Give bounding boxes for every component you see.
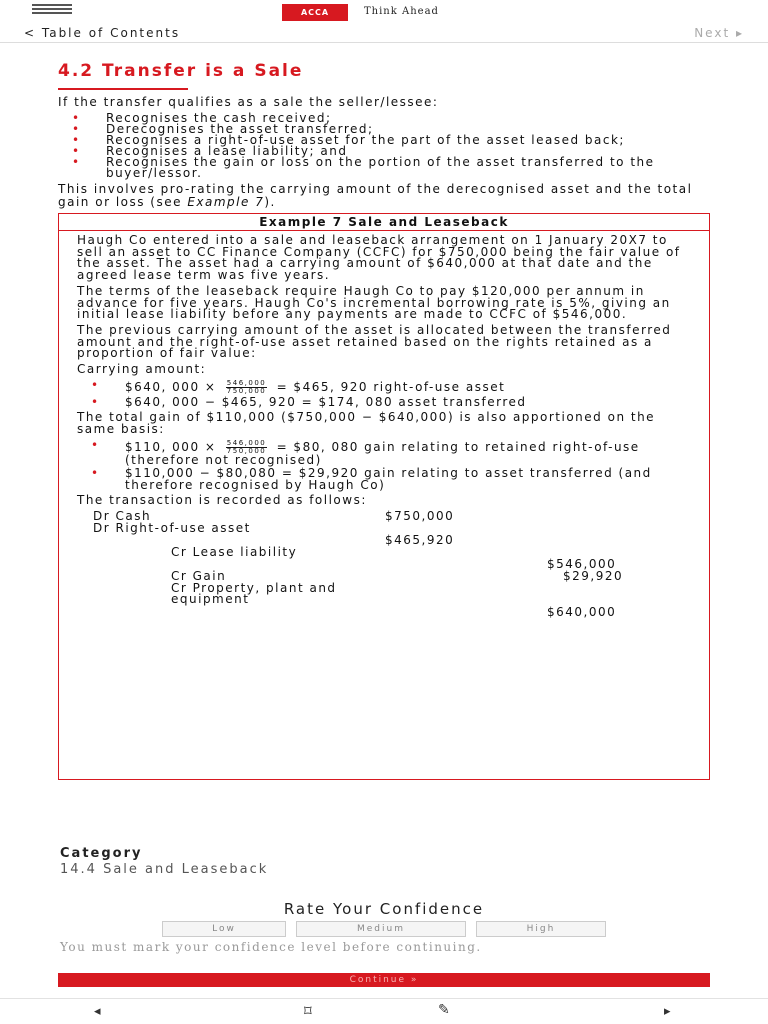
category-value: 14.4 Sale and Leaseback bbox=[60, 862, 269, 877]
confidence-notice: You must mark your confidence level before continuing. bbox=[60, 940, 482, 954]
journal-cr-ppe: Cr Property, plant and equipment bbox=[171, 580, 337, 607]
fraction-numerator: 546,000 bbox=[226, 378, 267, 387]
list-item: • Recognises the gain or loss on the portion of the asset transferred to the buyer/lessor. bbox=[72, 157, 713, 179]
table-of-contents-link[interactable]: < Table of Contents bbox=[24, 26, 181, 40]
example-para-3: The previous carrying amount of the asset is allocated between the transferred amount and the right-of-use asset retained based on the rights retained as a proportion of fair value: bbox=[77, 322, 672, 361]
fraction-denominator: 750,000 bbox=[226, 386, 267, 395]
intro-text: If the transfer qualifies as a sale the seller/lessee: bbox=[58, 95, 439, 109]
pro-rating-text-body: This involves pro-rating the carrying amount of the derecognised asset and the total gain or loss (see bbox=[58, 182, 693, 209]
brand-tagline: Think Ahead bbox=[364, 6, 439, 17]
calc-text: = $465, 920 right-of-use asset bbox=[276, 379, 506, 394]
title-underline bbox=[58, 88, 188, 90]
journal-intro: The transaction is recorded as follows: bbox=[77, 493, 367, 508]
top-bar bbox=[0, 0, 768, 26]
list-item: • Recognises the cash received; bbox=[72, 113, 713, 124]
chapter-navigation bbox=[0, 26, 768, 42]
back-arrow-icon[interactable]: ◂ bbox=[94, 1004, 101, 1019]
hamburger-icon[interactable] bbox=[32, 4, 72, 18]
gain-calc-list bbox=[91, 440, 691, 492]
list-item: • Recognises a right-of-use asset for the part of the asset leased back; bbox=[72, 135, 713, 146]
journal-cr-gain: Cr Gain bbox=[171, 568, 227, 583]
continue-button[interactable]: Continue » bbox=[58, 973, 710, 987]
bookmark-icon[interactable]: ⌑ bbox=[304, 1002, 312, 1020]
calc-text: = $80, 080 gain relating to retained right-of-use (therefore not recognised) bbox=[125, 439, 640, 467]
example-para-2: The terms of the leaseback require Haugh Co to pay $120,000 per annum in advance for five years. Haugh Co's incremental borrowing rate is 5%, giving an initial lease liability before any payments are made to CCFC of $546,000. bbox=[77, 283, 671, 322]
journal-dr-cash: Dr Cash bbox=[93, 508, 152, 523]
seller-actions-list bbox=[72, 113, 713, 179]
rate-confidence-title: Rate Your Confidence bbox=[283, 900, 485, 918]
forward-arrow-icon[interactable]: ▸ bbox=[664, 1004, 671, 1019]
example-title: Example 7 Sale and Leaseback bbox=[59, 214, 709, 231]
calc-text: $110, 000 × bbox=[125, 439, 217, 454]
divider bbox=[0, 42, 768, 43]
list-item bbox=[91, 380, 691, 395]
category-label: Category bbox=[60, 846, 143, 861]
confidence-low-button[interactable]: Low bbox=[162, 921, 286, 937]
fraction bbox=[226, 380, 267, 395]
list-item: • Derecognises the asset transferred; bbox=[72, 124, 713, 135]
carrying-calc-list bbox=[91, 380, 691, 409]
brand-logo: ACCA bbox=[282, 4, 348, 21]
list-item: • $640, 000 − $465, 920 = $174, 080 asset transferred bbox=[91, 397, 691, 409]
confidence-high-button[interactable]: High bbox=[476, 921, 606, 937]
fraction-numerator: 546,000 bbox=[226, 438, 267, 447]
list-item bbox=[91, 440, 691, 467]
example-reference[interactable]: Example 7 bbox=[187, 195, 265, 209]
journal-cr-ppe-amount: $640,000 bbox=[547, 604, 617, 619]
fraction-denominator: 750,000 bbox=[226, 446, 267, 455]
journal-cr-lease-amount: $546,000 bbox=[547, 556, 617, 571]
journal-dr-rou: Dr Right-of-use asset bbox=[93, 520, 251, 535]
example-box bbox=[58, 213, 710, 780]
journal-cr-lease: Cr Lease liability bbox=[171, 544, 298, 559]
list-item: • $110,000 − $80,080 = $29,920 gain relating to asset transferred (and therefore recognised by Haugh Co) bbox=[91, 468, 691, 491]
example-para-1: Haugh Co entered into a sale and leaseback arrangement on 1 January 20X7 to sell an asset to CC Finance Company (CCFC) for $750,000 being the fair value of the asset. The asset had a carrying amount of $640,000 at that date and the agreed lease term was five years. bbox=[77, 233, 681, 283]
calc-text: $640, 000 × bbox=[125, 379, 217, 394]
journal-dr-rou-amount: $465,920 bbox=[385, 532, 455, 547]
next-link[interactable]: Next ▸ bbox=[694, 26, 744, 40]
lesson-content bbox=[58, 58, 713, 780]
pro-rating-text bbox=[58, 183, 713, 209]
journal-entry bbox=[77, 508, 691, 619]
section-title: 4.2 Transfer is a Sale bbox=[58, 61, 304, 81]
journal-cr-gain-amount: $29,920 bbox=[563, 568, 624, 583]
journal-dr-cash-amount: $750,000 bbox=[385, 508, 455, 523]
carrying-amount-label: Carrying amount: bbox=[77, 362, 207, 377]
pencil-icon[interactable]: ✎ bbox=[438, 1002, 450, 1018]
list-item: • Recognises a lease liability; and bbox=[72, 146, 713, 157]
gain-text: The total gain of $110,000 ($750,000 − $640,000) is also apportioned on the same basis: bbox=[77, 410, 656, 436]
pro-rating-text-end: ). bbox=[264, 195, 276, 209]
confidence-medium-button[interactable]: Medium bbox=[296, 921, 466, 937]
divider bbox=[0, 998, 768, 999]
